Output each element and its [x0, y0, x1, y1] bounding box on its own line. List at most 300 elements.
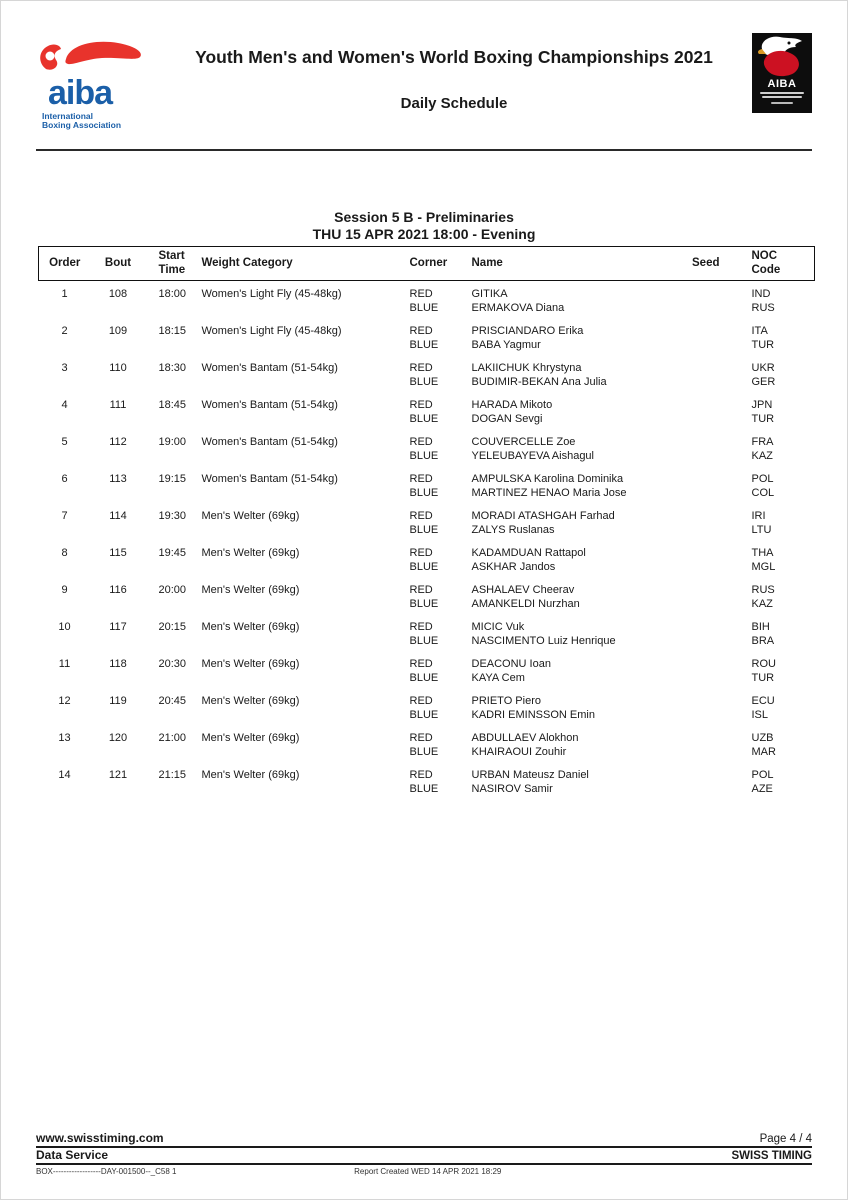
- start-time-cell: 19:00: [158, 435, 187, 448]
- weight-category-cell: Women's Bantam (51-54kg): [201, 398, 338, 411]
- weight-category-cell: Men's Welter (69kg): [201, 620, 300, 633]
- schedule-table: [38, 246, 815, 797]
- order-cell: 6: [61, 472, 68, 485]
- blue-seed-cell: [682, 412, 732, 427]
- order-cell: 2: [61, 324, 68, 337]
- corner-red-label: RED: [409, 509, 433, 522]
- time-cell-empty: [146, 301, 194, 316]
- bout-row-red: [39, 768, 815, 783]
- session-header: [1, 209, 847, 243]
- schedule-table-body: [39, 281, 815, 797]
- red-boxer-name: URBAN Mateusz Daniel: [471, 768, 589, 781]
- blue-seed-cell: [682, 671, 732, 686]
- time-cell-empty: [146, 449, 194, 464]
- corner-red-label: RED: [409, 435, 433, 448]
- order-cell: 1: [61, 287, 68, 300]
- row-spacer: [39, 575, 815, 583]
- order-cell-empty: [39, 412, 91, 427]
- session-title: Session 5 B - Preliminaries: [334, 209, 514, 226]
- blue-seed-cell: [682, 523, 732, 538]
- page-header: [1, 1, 847, 131]
- bout-cell-empty: [91, 745, 146, 760]
- start-time-cell: 18:15: [158, 324, 187, 337]
- corner-blue-label: BLUE: [409, 302, 439, 315]
- row-spacer: [39, 427, 815, 435]
- corner-blue-label: BLUE: [409, 524, 439, 537]
- start-time-cell: 20:30: [158, 657, 187, 670]
- bout-row-red: [39, 287, 815, 302]
- blue-seed-cell: [682, 301, 732, 316]
- bout-cell-empty: [91, 560, 146, 575]
- red-boxer-name: KADAMDUAN Rattapol: [471, 546, 586, 559]
- row-spacer: [39, 686, 815, 694]
- bout-row-blue: [39, 449, 815, 464]
- bout-row-red: [39, 583, 815, 598]
- weight-cell-empty: [194, 523, 402, 538]
- order-cell-empty: [39, 782, 91, 797]
- order-cell: 11: [58, 657, 71, 670]
- red-boxer-name: DEACONU Ioan: [471, 657, 551, 670]
- aiba-tagline: [42, 112, 156, 132]
- bout-row-blue: [39, 486, 815, 501]
- red-seed-cell: [682, 398, 732, 413]
- row-spacer: [39, 760, 815, 768]
- blue-noc-code: KAZ: [751, 598, 773, 611]
- corner-blue-label: BLUE: [409, 413, 439, 426]
- blue-noc-code: COL: [751, 487, 775, 500]
- start-time-cell: 19:30: [158, 509, 187, 522]
- red-boxer-name: MICIC Vuk: [471, 620, 525, 633]
- order-cell-empty: [39, 708, 91, 723]
- red-seed-cell: [682, 546, 732, 561]
- weight-cell-empty: [194, 486, 402, 501]
- red-seed-cell: [682, 620, 732, 635]
- bout-number-cell: 116: [109, 583, 127, 596]
- bout-row-red: [39, 509, 815, 524]
- column-header-noc-code: [732, 247, 815, 281]
- start-time-cell: 19:45: [158, 546, 187, 559]
- blue-seed-cell: [682, 560, 732, 575]
- bout-cell-empty: [91, 449, 146, 464]
- weight-cell-empty: [194, 782, 402, 797]
- corner-red-label: RED: [409, 546, 433, 559]
- bout-cell-empty: [91, 301, 146, 316]
- bout-cell-empty: [91, 671, 146, 686]
- red-noc-code: IRI: [751, 509, 766, 522]
- weight-cell-empty: [194, 708, 402, 723]
- footer-line-1: [36, 1131, 812, 1145]
- bout-row-blue: [39, 745, 815, 760]
- order-cell-empty: [39, 560, 91, 575]
- red-noc-code: IND: [751, 287, 771, 300]
- header-row: [39, 247, 815, 281]
- column-header-weight-category: Weight Category: [194, 247, 402, 281]
- blue-noc-code: TUR: [751, 413, 775, 426]
- aiba-wordmark: aiba: [48, 74, 113, 112]
- bout-row-red: [39, 694, 815, 709]
- swisstiming-link[interactable]: www.swisstiming.com: [36, 1131, 164, 1145]
- red-boxer-name: MORADI ATASHGAH Farhad: [471, 509, 615, 522]
- blue-noc-code: GER: [751, 376, 776, 389]
- start-time-cell: 20:00: [158, 583, 187, 596]
- corner-blue-label: BLUE: [409, 450, 439, 463]
- page-number: Page 4 / 4: [759, 1133, 812, 1145]
- weight-cell-empty: [194, 745, 402, 760]
- column-header-name: Name: [464, 247, 682, 281]
- bout-row-blue: [39, 597, 815, 612]
- bout-row-red: [39, 435, 815, 450]
- weight-category-cell: Men's Welter (69kg): [201, 509, 300, 522]
- column-header-seed: Seed: [682, 247, 732, 281]
- header-divider: [36, 149, 812, 151]
- red-seed-cell: [682, 509, 732, 524]
- row-spacer: [39, 538, 815, 546]
- blue-noc-code: ISL: [751, 709, 769, 722]
- start-time-cell: 21:15: [158, 768, 187, 781]
- event-logo-caption-bar: [762, 96, 802, 98]
- corner-blue-label: BLUE: [409, 376, 439, 389]
- corner-blue-label: BLUE: [409, 561, 439, 574]
- time-cell-empty: [146, 338, 194, 353]
- column-header-time: Time: [158, 263, 186, 276]
- header-titles: [156, 31, 752, 112]
- corner-blue-label: BLUE: [409, 746, 439, 759]
- red-boxer-name: COUVERCELLE Zoe: [471, 435, 576, 448]
- start-time-cell: 20:15: [158, 620, 187, 633]
- red-boxer-name: PRISCIANDARO Erika: [471, 324, 584, 337]
- time-cell-empty: [146, 375, 194, 390]
- page-title: Youth Men's and Women's World Boxing Championships 2021: [195, 47, 713, 67]
- blue-seed-cell: [682, 634, 732, 649]
- footer-line-3: [36, 1167, 812, 1177]
- bout-row-blue: [39, 671, 815, 686]
- red-seed-cell: [682, 435, 732, 450]
- bout-row-blue: [39, 338, 815, 353]
- bout-cell-empty: [91, 412, 146, 427]
- order-cell-empty: [39, 634, 91, 649]
- blue-boxer-name: YELEUBAYEVA Aishagul: [471, 450, 594, 463]
- red-noc-code: FRA: [751, 435, 774, 448]
- blue-boxer-name: BABA Yagmur: [471, 339, 541, 352]
- aiba-tagline-line2: Boxing Association: [42, 120, 122, 131]
- aiba-glove-icon: [36, 39, 148, 73]
- corner-red-label: RED: [409, 731, 433, 744]
- corner-blue-label: BLUE: [409, 672, 439, 685]
- weight-cell-empty: [194, 412, 402, 427]
- aiba-tagline-line1: International: [42, 110, 94, 121]
- corner-blue-label: BLUE: [409, 339, 439, 352]
- blue-seed-cell: [682, 745, 732, 760]
- bout-number-cell: 117: [109, 620, 127, 633]
- column-header-noc: NOC: [751, 249, 778, 262]
- red-noc-code: ECU: [751, 694, 775, 707]
- order-cell-empty: [39, 671, 91, 686]
- red-seed-cell: [682, 731, 732, 746]
- corner-red-label: RED: [409, 287, 433, 300]
- column-header-bout: Bout: [91, 247, 146, 281]
- schedule-table-header: [39, 247, 815, 281]
- blue-boxer-name: KAYA Cem: [471, 672, 525, 685]
- blue-noc-code: TUR: [751, 339, 775, 352]
- document-code: BOX------------------DAY-001500--_C58 1: [36, 1167, 177, 1176]
- data-service-label: Data Service: [36, 1148, 109, 1162]
- order-cell: 13: [58, 731, 71, 744]
- bout-row-red: [39, 324, 815, 339]
- weight-cell-empty: [194, 449, 402, 464]
- event-logo-caption-bar: [771, 102, 793, 104]
- red-seed-cell: [682, 472, 732, 487]
- weight-cell-empty: [194, 375, 402, 390]
- red-boxer-name: ABDULLAEV Alokhon: [471, 731, 579, 744]
- corner-red-label: RED: [409, 472, 433, 485]
- blue-boxer-name: ERMAKOVA Diana: [471, 302, 565, 315]
- row-spacer: [39, 390, 815, 398]
- aiba-logo: [36, 31, 156, 131]
- order-cell: 8: [61, 546, 68, 559]
- report-created-timestamp: Report Created WED 14 APR 2021 18:29: [354, 1167, 502, 1176]
- weight-cell-empty: [194, 338, 402, 353]
- bout-row-red: [39, 472, 815, 487]
- order-cell: 10: [58, 620, 71, 633]
- order-cell: 12: [58, 694, 71, 707]
- blue-seed-cell: [682, 708, 732, 723]
- weight-category-cell: Men's Welter (69kg): [201, 546, 300, 559]
- corner-red-label: RED: [409, 361, 433, 374]
- weight-category-cell: Women's Light Fly (45-48kg): [201, 287, 342, 300]
- bout-row-blue: [39, 560, 815, 575]
- blue-boxer-name: KADRI EMINSSON Emin: [471, 709, 595, 722]
- weight-category-cell: Women's Bantam (51-54kg): [201, 361, 338, 374]
- weight-category-cell: Men's Welter (69kg): [201, 694, 300, 707]
- row-spacer: [39, 353, 815, 361]
- bout-number-cell: 111: [109, 398, 127, 411]
- blue-seed-cell: [682, 449, 732, 464]
- row-spacer: [39, 649, 815, 657]
- blue-boxer-name: KHAIRAOUI Zouhir: [471, 746, 567, 759]
- weight-cell-empty: [194, 560, 402, 575]
- bout-number-cell: 108: [108, 287, 128, 300]
- weight-cell-empty: [194, 634, 402, 649]
- bout-cell-empty: [91, 375, 146, 390]
- bout-row-red: [39, 398, 815, 413]
- eagle-icon: [756, 35, 808, 77]
- order-cell-empty: [39, 449, 91, 464]
- session-datetime: THU 15 APR 2021 18:00 - Evening: [312, 226, 536, 243]
- red-seed-cell: [682, 287, 732, 302]
- red-noc-code: UKR: [751, 361, 775, 374]
- order-cell-empty: [39, 523, 91, 538]
- bout-cell-empty: [91, 782, 146, 797]
- bout-row-blue: [39, 375, 815, 390]
- order-cell-empty: [39, 486, 91, 501]
- weight-category-cell: Men's Welter (69kg): [201, 657, 300, 670]
- weight-cell-empty: [194, 597, 402, 612]
- corner-red-label: RED: [409, 657, 433, 670]
- order-cell: 9: [61, 583, 68, 596]
- column-header-code: Code: [751, 263, 781, 276]
- weight-cell-empty: [194, 671, 402, 686]
- blue-seed-cell: [682, 375, 732, 390]
- red-boxer-name: LAKIICHUK Khrystyna: [471, 361, 582, 374]
- bout-number-cell: 113: [109, 472, 127, 485]
- bout-number-cell: 118: [109, 657, 127, 670]
- blue-noc-code: LTU: [751, 524, 772, 537]
- bout-number-cell: 114: [109, 509, 127, 522]
- start-time-cell: 18:45: [158, 398, 187, 411]
- red-noc-code: BIH: [751, 620, 770, 633]
- weight-category-cell: Men's Welter (69kg): [201, 768, 300, 781]
- start-time-cell: 19:15: [158, 472, 187, 485]
- blue-noc-code: KAZ: [751, 450, 773, 463]
- bout-row-blue: [39, 634, 815, 649]
- time-cell-empty: [146, 634, 194, 649]
- red-noc-code: POL: [751, 472, 774, 485]
- red-boxer-name: HARADA Mikoto: [471, 398, 553, 411]
- row-spacer: [39, 316, 815, 324]
- bout-row-red: [39, 546, 815, 561]
- blue-seed-cell: [682, 597, 732, 612]
- weight-category-cell: Men's Welter (69kg): [201, 583, 300, 596]
- start-time-cell: 18:00: [158, 287, 187, 300]
- blue-boxer-name: BUDIMIR-BEKAN Ana Julia: [471, 376, 607, 389]
- bout-row-blue: [39, 412, 815, 427]
- blue-noc-code: MAR: [751, 746, 776, 759]
- weight-category-cell: Women's Light Fly (45-48kg): [201, 324, 342, 337]
- event-logo: [752, 33, 812, 113]
- blue-boxer-name: AMANKELDI Nurzhan: [471, 598, 580, 611]
- start-time-cell: 20:45: [158, 694, 187, 707]
- blue-boxer-name: NASCIMENTO Luiz Henrique: [471, 635, 616, 648]
- bout-number-cell: 109: [108, 324, 128, 337]
- bout-cell-empty: [91, 338, 146, 353]
- red-boxer-name: ASHALAEV Cheerav: [471, 583, 575, 596]
- time-cell-empty: [146, 486, 194, 501]
- schedule-table-wrap: [1, 243, 847, 797]
- time-cell-empty: [146, 782, 194, 797]
- order-cell: 4: [61, 398, 68, 411]
- blue-seed-cell: [682, 486, 732, 501]
- page-footer: [36, 1131, 812, 1177]
- weight-category-cell: Women's Bantam (51-54kg): [201, 435, 338, 448]
- footer-line-2: [36, 1148, 812, 1162]
- column-header-order: Order: [39, 247, 91, 281]
- red-noc-code: ROU: [751, 657, 776, 670]
- red-seed-cell: [682, 694, 732, 709]
- bout-number-cell: 110: [109, 361, 127, 374]
- bout-cell-empty: [91, 597, 146, 612]
- blue-noc-code: BRA: [751, 635, 775, 648]
- red-noc-code: UZB: [751, 731, 774, 744]
- bout-cell-empty: [91, 634, 146, 649]
- order-cell: 5: [61, 435, 68, 448]
- red-boxer-name: AMPULSKA Karolina Dominika: [471, 472, 624, 485]
- page-subtitle: Daily Schedule: [400, 95, 508, 112]
- corner-red-label: RED: [409, 694, 433, 707]
- corner-red-label: RED: [409, 324, 433, 337]
- corner-blue-label: BLUE: [409, 709, 439, 722]
- row-spacer: [39, 464, 815, 472]
- order-cell-empty: [39, 375, 91, 390]
- blue-seed-cell: [682, 782, 732, 797]
- blue-boxer-name: NASIROV Samir: [471, 783, 553, 796]
- bout-row-blue: [39, 708, 815, 723]
- time-cell-empty: [146, 560, 194, 575]
- order-cell-empty: [39, 301, 91, 316]
- order-cell: 7: [61, 509, 68, 522]
- blue-seed-cell: [682, 338, 732, 353]
- bout-number-cell: 115: [109, 546, 127, 559]
- bout-row-blue: [39, 301, 815, 316]
- order-cell: 3: [61, 361, 68, 374]
- time-cell-empty: [146, 597, 194, 612]
- blue-noc-code: TUR: [751, 672, 775, 685]
- time-cell-empty: [146, 745, 194, 760]
- bout-cell-empty: [91, 523, 146, 538]
- blue-noc-code: RUS: [751, 302, 775, 315]
- corner-blue-label: BLUE: [409, 635, 439, 648]
- bout-number-cell: 121: [108, 768, 128, 781]
- row-spacer: [39, 612, 815, 620]
- weight-category-cell: Men's Welter (69kg): [201, 731, 300, 744]
- red-noc-code: ITA: [751, 324, 768, 337]
- corner-blue-label: BLUE: [409, 598, 439, 611]
- bout-row-blue: [39, 523, 815, 538]
- red-boxer-name: PRIETO Piero: [471, 694, 541, 707]
- red-seed-cell: [682, 583, 732, 598]
- bout-cell-empty: [91, 708, 146, 723]
- blue-boxer-name: DOGAN Sevgi: [471, 413, 543, 426]
- row-spacer: [39, 501, 815, 509]
- blue-boxer-name: ASKHAR Jandos: [471, 561, 556, 574]
- column-header-start-time: [146, 247, 194, 281]
- bout-row-red: [39, 731, 815, 746]
- red-boxer-name: GITIKA: [471, 287, 508, 300]
- time-cell-empty: [146, 671, 194, 686]
- red-seed-cell: [682, 324, 732, 339]
- bout-row-blue: [39, 782, 815, 797]
- time-cell-empty: [146, 708, 194, 723]
- blue-noc-code: AZE: [751, 783, 773, 796]
- red-seed-cell: [682, 768, 732, 783]
- footer-divider-2: [36, 1163, 812, 1165]
- start-time-cell: 21:00: [158, 731, 187, 744]
- red-seed-cell: [682, 657, 732, 672]
- corner-red-label: RED: [409, 620, 433, 633]
- swiss-timing-brand: SWISS TIMING: [731, 1150, 812, 1162]
- time-cell-empty: [146, 412, 194, 427]
- bout-row-red: [39, 361, 815, 376]
- bout-number-cell: 120: [108, 731, 128, 744]
- corner-blue-label: BLUE: [409, 783, 439, 796]
- bout-row-red: [39, 657, 815, 672]
- red-noc-code: POL: [751, 768, 774, 781]
- order-cell-empty: [39, 597, 91, 612]
- bout-cell-empty: [91, 486, 146, 501]
- red-noc-code: RUS: [751, 583, 775, 596]
- bout-row-red: [39, 620, 815, 635]
- bout-number-cell: 119: [109, 694, 127, 707]
- corner-blue-label: BLUE: [409, 487, 439, 500]
- column-header-start: Start: [158, 249, 185, 262]
- red-noc-code: JPN: [751, 398, 773, 411]
- column-header-corner: Corner: [402, 247, 464, 281]
- weight-category-cell: Women's Bantam (51-54kg): [201, 472, 338, 485]
- red-seed-cell: [682, 361, 732, 376]
- corner-red-label: RED: [409, 768, 433, 781]
- corner-red-label: RED: [409, 583, 433, 596]
- blue-boxer-name: ZALYS Ruslanas: [471, 524, 555, 537]
- bout-number-cell: 112: [109, 435, 127, 448]
